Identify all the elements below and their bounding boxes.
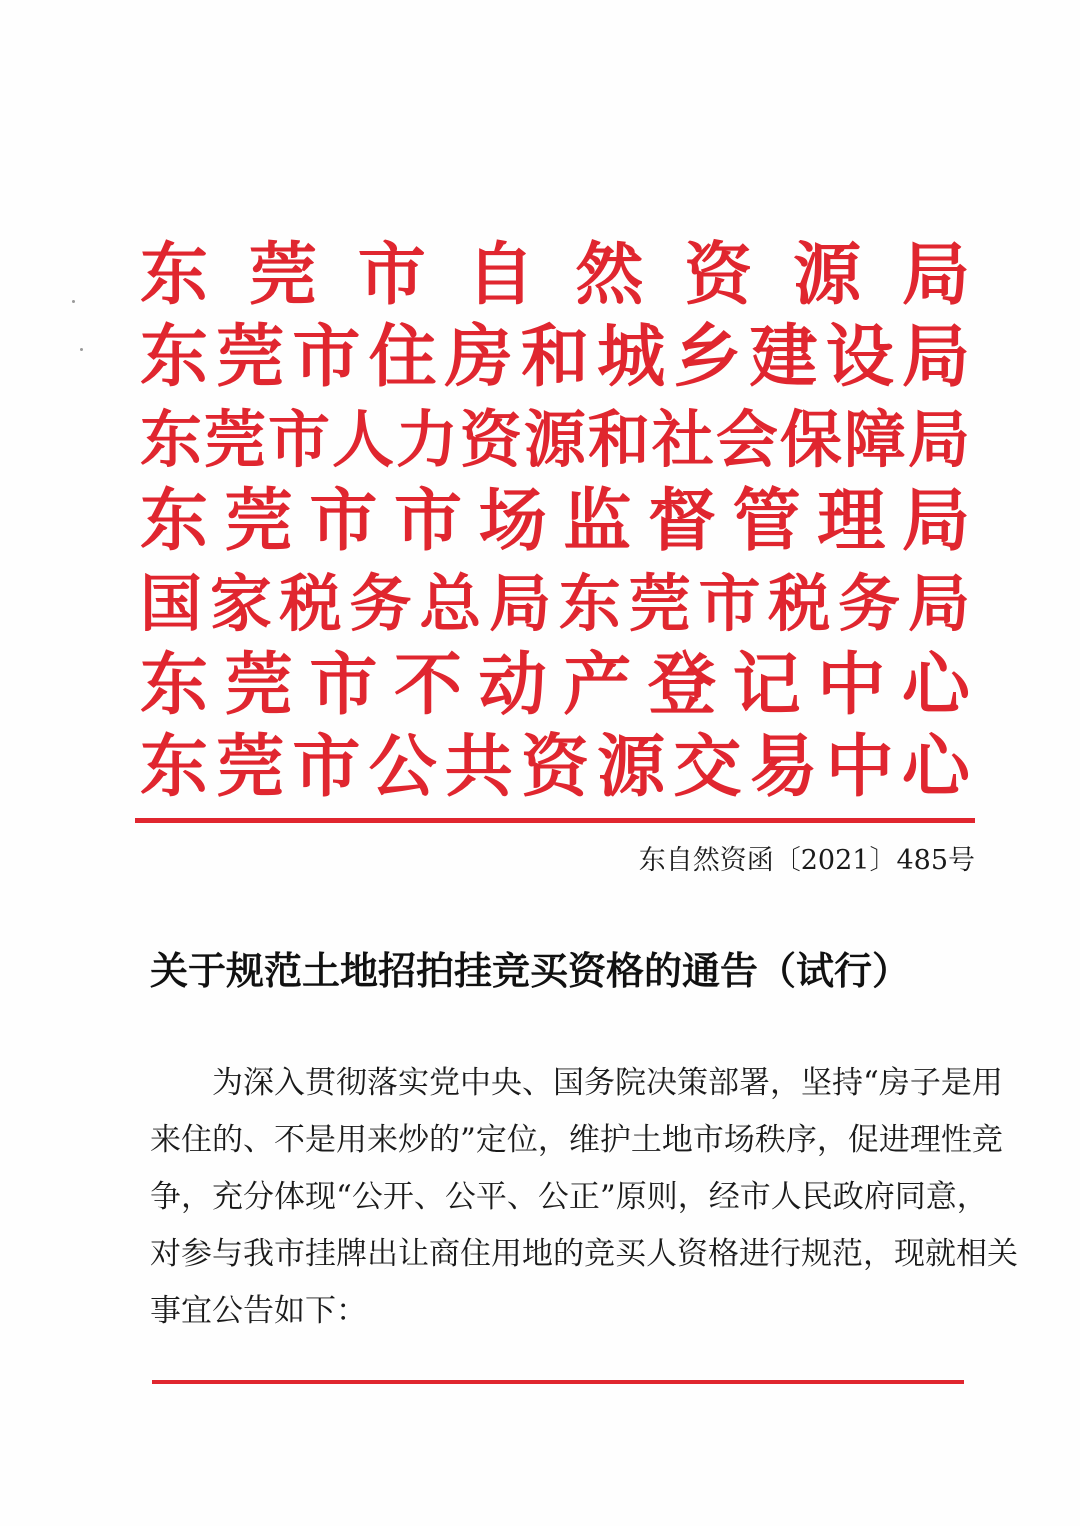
org-character: 市 bbox=[309, 482, 378, 561]
org-character: 局 bbox=[901, 318, 970, 397]
org-character: 莞 bbox=[628, 567, 691, 640]
org-character: 东 bbox=[558, 567, 621, 640]
org-character: 督 bbox=[647, 482, 716, 561]
org-line-3 bbox=[140, 399, 970, 481]
body-line: 对参与我市挂牌出让商住用地的竞买人资格进行规范，现就相关 bbox=[150, 1236, 1018, 1272]
org-line-6 bbox=[140, 645, 970, 727]
org-character: 国 bbox=[140, 567, 203, 640]
org-line-7 bbox=[140, 727, 970, 809]
org-character: 住 bbox=[368, 318, 437, 397]
org-character: 和 bbox=[520, 318, 589, 397]
org-character: 莞 bbox=[216, 728, 285, 807]
org-character: 设 bbox=[825, 318, 894, 397]
org-character: 公 bbox=[368, 728, 437, 807]
org-character: 东 bbox=[140, 646, 209, 725]
org-character: 房 bbox=[444, 318, 513, 397]
document-title: 关于规范土地招拍挂竞买资格的通告（试行） bbox=[150, 948, 911, 993]
org-character: 资 bbox=[520, 728, 589, 807]
org-character: 市 bbox=[292, 728, 361, 807]
scan-speck bbox=[72, 300, 75, 303]
org-character: 自 bbox=[466, 236, 535, 315]
org-character: 保 bbox=[779, 403, 842, 476]
org-character: 东 bbox=[140, 236, 209, 315]
org-character: 局 bbox=[907, 403, 970, 476]
org-character: 局 bbox=[907, 567, 970, 640]
body-line: 来住的、不是用来炒的”定位，维护土地市场秩序，促进理性竞 bbox=[150, 1122, 1003, 1158]
org-line-5 bbox=[140, 563, 970, 645]
org-character: 莞 bbox=[224, 482, 293, 561]
org-character: 理 bbox=[817, 482, 886, 561]
org-character: 障 bbox=[843, 403, 906, 476]
document-number: 东自然资函〔2021〕485号 bbox=[638, 845, 975, 876]
org-character: 建 bbox=[749, 318, 818, 397]
issuing-organizations-header bbox=[140, 235, 970, 809]
org-character: 资 bbox=[459, 403, 522, 476]
org-character: 莞 bbox=[224, 646, 293, 725]
org-character: 然 bbox=[575, 236, 644, 315]
org-character: 会 bbox=[715, 403, 778, 476]
org-character: 易 bbox=[749, 728, 818, 807]
org-character: 东 bbox=[140, 728, 209, 807]
org-character: 不 bbox=[393, 646, 462, 725]
org-character: 源 bbox=[597, 728, 666, 807]
org-character: 监 bbox=[563, 482, 632, 561]
org-character: 莞 bbox=[216, 318, 285, 397]
org-character: 莞 bbox=[248, 236, 317, 315]
org-character: 人 bbox=[331, 403, 394, 476]
org-character: 中 bbox=[825, 728, 894, 807]
org-character: 市 bbox=[357, 236, 426, 315]
org-character: 市 bbox=[309, 646, 378, 725]
org-character: 东 bbox=[140, 403, 203, 476]
org-character: 东 bbox=[140, 318, 209, 397]
org-character: 局 bbox=[901, 482, 970, 561]
org-character: 场 bbox=[478, 482, 547, 561]
footer-red-rule bbox=[152, 1380, 964, 1384]
org-character: 源 bbox=[793, 236, 862, 315]
org-character: 市 bbox=[698, 567, 761, 640]
org-character: 交 bbox=[673, 728, 742, 807]
org-line-4 bbox=[140, 481, 970, 563]
org-line-2 bbox=[140, 317, 970, 399]
org-character: 东 bbox=[140, 482, 209, 561]
org-character: 市 bbox=[267, 403, 330, 476]
org-character: 力 bbox=[395, 403, 458, 476]
document-body bbox=[150, 1055, 1018, 1340]
org-character: 城 bbox=[597, 318, 666, 397]
org-character: 心 bbox=[901, 646, 970, 725]
body-line: 事宜公告如下： bbox=[150, 1293, 367, 1329]
org-character: 心 bbox=[901, 728, 970, 807]
org-character: 和 bbox=[587, 403, 650, 476]
header-red-rule bbox=[135, 818, 975, 823]
org-character: 产 bbox=[563, 646, 632, 725]
org-character: 务 bbox=[349, 567, 412, 640]
org-character: 莞 bbox=[203, 403, 266, 476]
org-character: 记 bbox=[732, 646, 801, 725]
org-character: 源 bbox=[523, 403, 586, 476]
org-character: 局 bbox=[901, 236, 970, 315]
org-character: 税 bbox=[768, 567, 831, 640]
org-character: 中 bbox=[817, 646, 886, 725]
body-line: 争，充分体现“公开、公平、公正”原则，经市人民政府同意， bbox=[150, 1179, 988, 1215]
org-character: 资 bbox=[684, 236, 753, 315]
org-character: 务 bbox=[838, 567, 901, 640]
org-character: 动 bbox=[478, 646, 547, 725]
org-character: 税 bbox=[279, 567, 342, 640]
org-character: 市 bbox=[393, 482, 462, 561]
org-character: 管 bbox=[732, 482, 801, 561]
scan-speck bbox=[80, 348, 83, 351]
body-line: 为深入贯彻落实党中央、国务院决策部署，坚持“房子是用 bbox=[212, 1065, 1003, 1101]
org-character: 登 bbox=[647, 646, 716, 725]
org-character: 社 bbox=[651, 403, 714, 476]
org-line-1 bbox=[140, 235, 970, 317]
org-character: 局 bbox=[489, 567, 552, 640]
org-character: 总 bbox=[419, 567, 482, 640]
org-character: 共 bbox=[444, 728, 513, 807]
org-character: 乡 bbox=[673, 318, 742, 397]
org-character: 市 bbox=[292, 318, 361, 397]
org-character: 家 bbox=[209, 567, 272, 640]
